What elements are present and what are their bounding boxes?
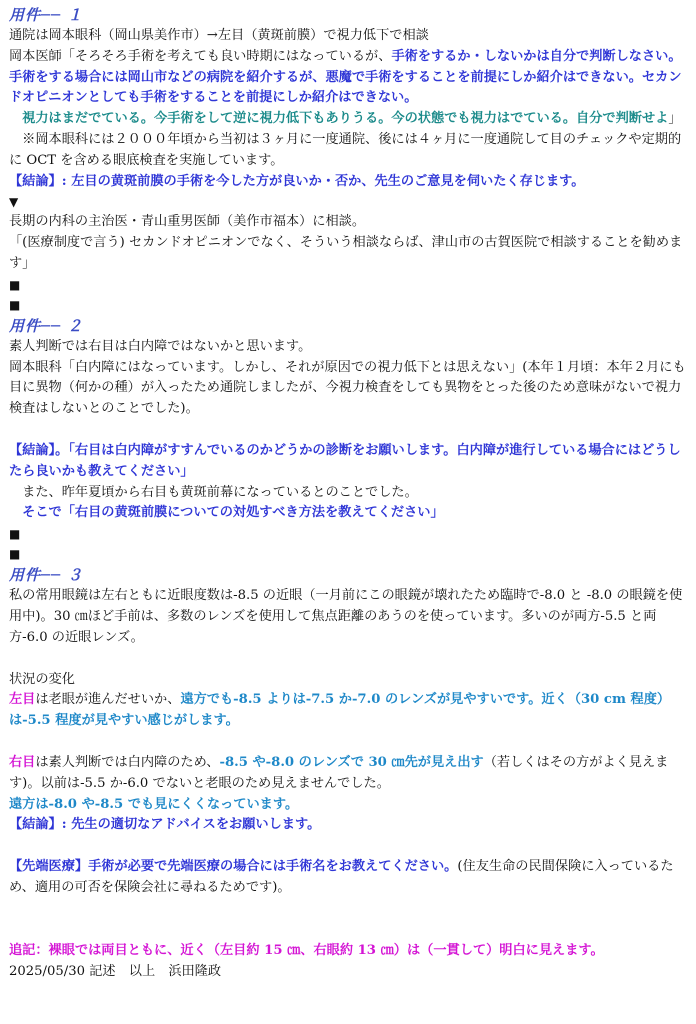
s1-conclusion: 【結論】: 左目の黄斑前膜の手術を今した方が良いか・否か、先生のご意見を伺いたく存じます。 [9, 173, 585, 189]
s3-right-eye-detail: -8.5 や-8.0 のレンズで 30 ㎝先が見え出す [219, 754, 484, 770]
signature-line: 2025/05/30 記述 以上 浜田隆政 [9, 963, 222, 979]
square-marker: ■ [9, 297, 21, 312]
s2-conclusion-text: 「右目は白内障がすすんでいるのかどうかの診断をお願いします。白内障が進行している場合にはどうしたら良いかも教えてください」 [9, 442, 681, 479]
spacer [9, 920, 686, 941]
s3-conclusion: 【結論】: 先生の適切なアドバイスをお願いします。 [9, 817, 321, 833]
s2-additional-note: また、昨年夏頃から右目も黄斑前幕になっているとのことでした。 [9, 484, 418, 500]
s1-history-note: ※岡本眼科には２０００年頃から当初は３ヶ月に一度通院、後には４ヶ月に一度通院して目のチェックや定期的に OCT を含める眼底検査を実施しています。 [9, 131, 682, 168]
s3-right-eye-label: 右目 [9, 754, 36, 770]
s2-conclusion-label: 【結論】。 [9, 442, 69, 458]
s1-consult-line: 長期の内科の主治医・青山重男医師（美作市福本）に相談。 [9, 214, 366, 230]
spacer [9, 899, 686, 920]
s2-opinion: 素人判断では右目は白内障ではないかと思います。 [9, 338, 312, 354]
s3-advanced-care-request: 【先端医療】手術が必要で先端医療の場合には手術名をお教えてください。 [9, 859, 458, 875]
s3-left-eye [9, 690, 686, 732]
triangle-marker: ▼ [9, 195, 19, 210]
s1-consult-quote: 「(医療制度で言う) セカンドオピニオンでなく、そういう相談ならば、津山市の古賀医院で相談することを勧めます」 [9, 235, 683, 271]
s1-quote-emphasis: 手術をするか・しないかは自分で判断しなさい。手術をする場合には岡山市などの病院を紹介するが、悪魔で手術をすることを前提にしか紹介はできない。セカンドオピニオンとしても手術をすることを前提にしか紹介はできない。 [9, 48, 682, 106]
s1-vision-note [9, 109, 686, 130]
square-marker: ■ [9, 547, 21, 562]
spacer [9, 732, 686, 753]
s3-right-eye-cause: は素人判断では白内障のため、 [35, 754, 220, 770]
postscript: 追記：裸眼では両目ともに、近く（左目約 15 ㎝、右眼約 13 ㎝）は（一貫して）明白に見えます。 [9, 942, 604, 958]
s3-glasses-info: 私の常用眼鏡は左右ともに近眼度数は-8.5 の近眼（一月前にこの眼鏡が壊れたため臨時で-8.0 と -8.0 の眼鏡を使用中)。30 ㎝ほど手前は、多数のレンズを使用して焦点距離のあうのを使っています。多いのが両方-5.5 と両方-6.0 の近眼レンズ。 [9, 588, 683, 645]
s3-left-eye-detail: 遠方でも-8.5 よりは-7.5 か-7.0 のレンズが見やすいです。近く（30 cm 程度）は-5.5 程度が見やすい感じがします。 [9, 692, 671, 729]
s1-clinic-line: 通院は岡本眼科（岡山県美作市）→左目（黄斑前膜）で視力低下で相談 [9, 28, 429, 43]
section-2-heading: 用件── ２ [9, 316, 84, 335]
s3-left-eye-cause: は老眼が進んだせいか、 [35, 692, 181, 708]
spacer [9, 836, 686, 857]
s3-advanced-care [9, 857, 686, 899]
s2-clinic-quote: 岡本眼科「白内障にはなっています。しかし、それが原因での視力低下とは思えない」(本年１月頃：本年２月にも目に異物（何かの種）が入ったため通院しましたが、今視力検査をしても異物をとった後のため意味がないで視力検査はしないとのことでした)。 [9, 359, 686, 417]
s3-changes-title: 状況の変化 [9, 671, 75, 687]
square-marker: ■ [9, 277, 21, 292]
s1-doctor-quote [9, 47, 686, 109]
s3-right-eye-note: （若しくはその方がよく見えます)。以前は-5.5 か-6.0 でないと老眼のため見えませんでした。 [9, 754, 669, 791]
s2-request: そこで「右目の黄斑前膜についての対処すべき方法を教えてください」 [9, 505, 444, 521]
s3-insurance-note: (住友生命の民間保険に入っているため、適用の可否を保険会社に尋ねるためです)。 [9, 859, 674, 895]
s1-quote-start: 岡本医師「そろそろ手術を考えても良い時期にはなっているが、 [9, 48, 392, 64]
section-1-heading: 用件── １ [9, 6, 84, 24]
s3-right-eye [9, 753, 686, 795]
s3-distance-note: 遠方は-8.0 や-8.5 でも見にくくなっています。 [9, 796, 299, 812]
section-3-heading: 用件── ３ [9, 566, 84, 585]
s1-vision-text: 視力はまだでている。今手術をして逆に視力低下もありうる。今の状態でも視力はでている。自分で判断せよ [9, 111, 669, 127]
spacer [9, 420, 686, 441]
s2-conclusion [9, 441, 686, 483]
square-marker: ■ [9, 527, 21, 542]
spacer [9, 649, 686, 670]
s3-left-eye-label: 左目 [9, 692, 36, 708]
s1-quote-end: 」 [668, 111, 682, 127]
